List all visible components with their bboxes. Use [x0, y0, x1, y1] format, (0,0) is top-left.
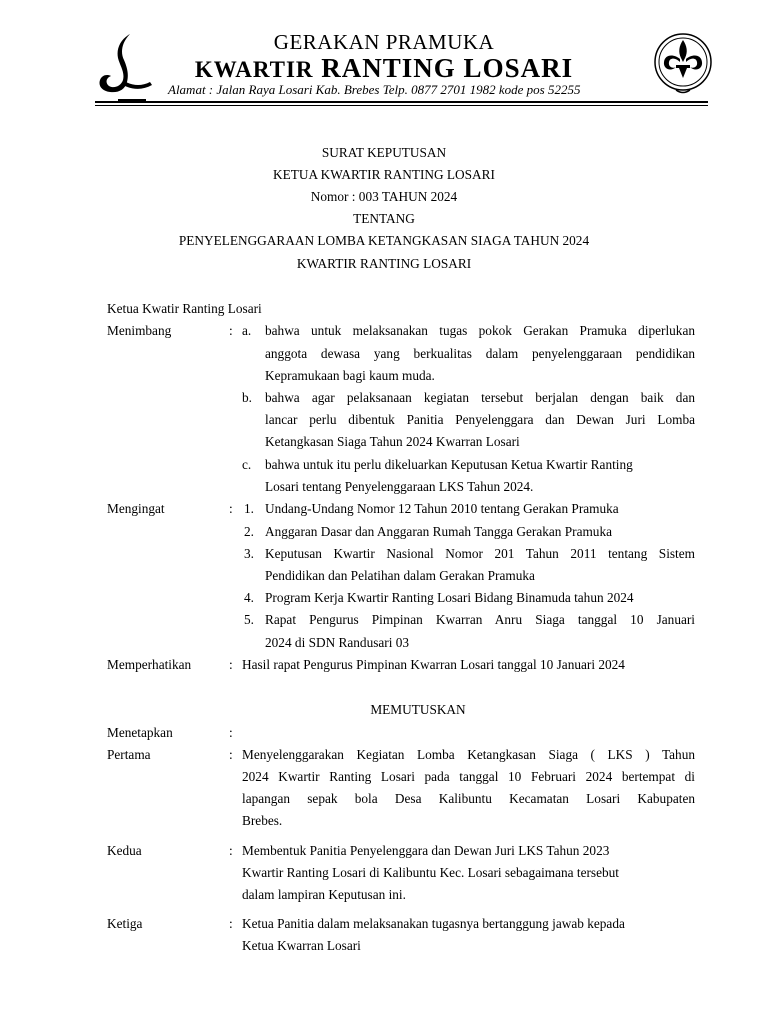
mengingat-4-line-1: Program Kerja Kwartir Ranting Losari Bidang Binamuda tahun 2024	[265, 590, 634, 605]
menetapkan-colon: :	[229, 725, 233, 740]
memperhatikan-label: Memperhatikan	[107, 657, 192, 672]
doc-type: SURAT KEPUTUSAN	[321, 145, 447, 160]
mengingat-5-line-1: Rapat Pengurus Pimpinan Kwarran Anru Siaga tanggal 10 Januari	[265, 612, 695, 627]
mengingat-3-line-2: Pendidikan dan Pelatihan dalam Gerakan Pramuka	[265, 568, 535, 583]
mengingat-label: Mengingat	[107, 501, 165, 516]
doc-subject: PENYELENGGARAAN LOMBA KETANGKASAN SIAGA TAHUN 2024	[178, 233, 590, 248]
letterhead-rule-thin	[95, 105, 708, 106]
kedua-line-3: dalam lampiran Keputusan ini.	[242, 887, 406, 902]
menimbang-b-line-1: bahwa agar pelaksanaan kegiatan tersebut berjalan dengan baik dan	[265, 390, 695, 405]
org-name: GERAKAN PRAMUKA	[273, 30, 495, 54]
mengingat-3-line-1: Keputusan Kwartir Nasional Nomor 201 Tahun 2011 tentang Sistem	[265, 546, 695, 561]
menimbang-c-line-1: bahwa untuk itu perlu dikeluarkan Keputusan Ketua Kwartir Ranting	[265, 457, 633, 472]
address: Alamat : Jalan Raya Losari Kab. Brebes Telp. 0877 2701 1982 kode pos 52255	[168, 82, 581, 97]
pertama-line-4: Brebes.	[242, 813, 283, 828]
kedua-label: Kedua	[107, 843, 142, 858]
pertama-label: Pertama	[107, 747, 151, 762]
ketiga-colon: :	[229, 916, 233, 931]
kedua-line-1: Membentuk Panitia Penyelenggara dan Dewan Juri LKS Tahun 2023	[242, 843, 610, 858]
mengingat-3-marker: 3.	[244, 546, 254, 561]
pertama-colon: :	[229, 747, 233, 762]
doc-number: Nomor : 003 TAHUN 2024	[310, 189, 458, 204]
menimbang-b-marker: b.	[242, 390, 252, 405]
doc-subject-org: KWARTIR RANTING LOSARI	[296, 256, 472, 271]
pramuka-emblem	[652, 32, 714, 98]
mengingat-1-marker: 1.	[244, 501, 254, 516]
mengingat-4-marker: 4.	[244, 590, 254, 605]
menimbang-c-line-2: Losari tentang Penyelenggaraan LKS Tahun 2024.	[265, 479, 534, 494]
ranting-name: RANTING LOSARI	[321, 53, 574, 83]
menimbang-b-line-2: lancar perlu dibentuk Panitia Penyelenggara dan Dewan Juri Lomba	[265, 412, 695, 427]
ketiga-label: Ketiga	[107, 916, 143, 931]
menimbang-a-line-2: anggota dewasa yang berkualitas dalam penyelenggaraan pendidikan	[265, 346, 695, 361]
menimbang-colon: :	[229, 323, 233, 338]
mengingat-colon: :	[229, 501, 233, 516]
mengingat-2-line-1: Anggaran Dasar dan Anggaran Rumah Tangga Gerakan Pramuka	[265, 524, 613, 539]
mengingat-5-marker: 5.	[244, 612, 254, 627]
ketiga-line-2: Ketua Kwarran Losari	[242, 938, 361, 953]
memperhatikan-colon: :	[229, 657, 233, 672]
pertama-line-2: 2024 Kwartir Ranting Losari pada tanggal 10 Februari 2024 bertempat di	[242, 769, 695, 784]
menimbang-c-marker: c.	[242, 457, 252, 472]
menimbang-a-marker: a.	[242, 323, 252, 338]
letterhead-rule-thick	[95, 101, 708, 103]
menimbang-label: Menimbang	[107, 323, 172, 338]
about-label: TENTANG	[353, 211, 415, 226]
mengingat-5-line-2: 2024 di SDN Randusari 03	[265, 635, 410, 650]
menimbang-a-line-1: bahwa untuk melaksanakan tugas pokok Gerakan Pramuka diperlukan	[265, 323, 695, 338]
mengingat-2-marker: 2.	[244, 524, 254, 539]
menetapkan-label: Menetapkan	[107, 725, 173, 740]
memperhatikan-text: Hasil rapat Pengurus Pimpinan Kwarran Losari tanggal 10 Januari 2024	[242, 657, 625, 672]
pertama-line-1: Menyelenggarakan Kegiatan Lomba Ketangkasan Siaga ( LKS ) Tahun	[242, 747, 695, 762]
mengingat-1-line-1: Undang-Undang Nomor 12 Tahun 2010 tentang Gerakan Pramuka	[265, 501, 619, 516]
kwartir-label: KWARTIR	[194, 57, 314, 82]
kedua-colon: :	[229, 843, 233, 858]
issuer: KETUA KWARTIR RANTING LOSARI	[273, 167, 495, 182]
intro-line: Ketua Kwatir Ranting Losari	[107, 301, 262, 316]
ketiga-line-1: Ketua Panitia dalam melaksanakan tugasnya bertanggung jawab kepada	[242, 916, 625, 931]
pertama-line-3: lapangan sepak bola Desa Kalibuntu Kecamatan Losari Kabupaten	[242, 791, 695, 806]
kedua-line-2: Kwartir Ranting Losari di Kalibuntu Kec. Losari sebagaimana tersebut	[242, 865, 620, 880]
menimbang-a-line-3: Kepramukaan bagi kaum muda.	[265, 368, 435, 383]
memutuskan-heading: MEMUTUSKAN	[370, 702, 466, 717]
menimbang-b-line-3: Ketangkasan Siaga Tahun 2024 Kwarran Losari	[265, 434, 520, 449]
